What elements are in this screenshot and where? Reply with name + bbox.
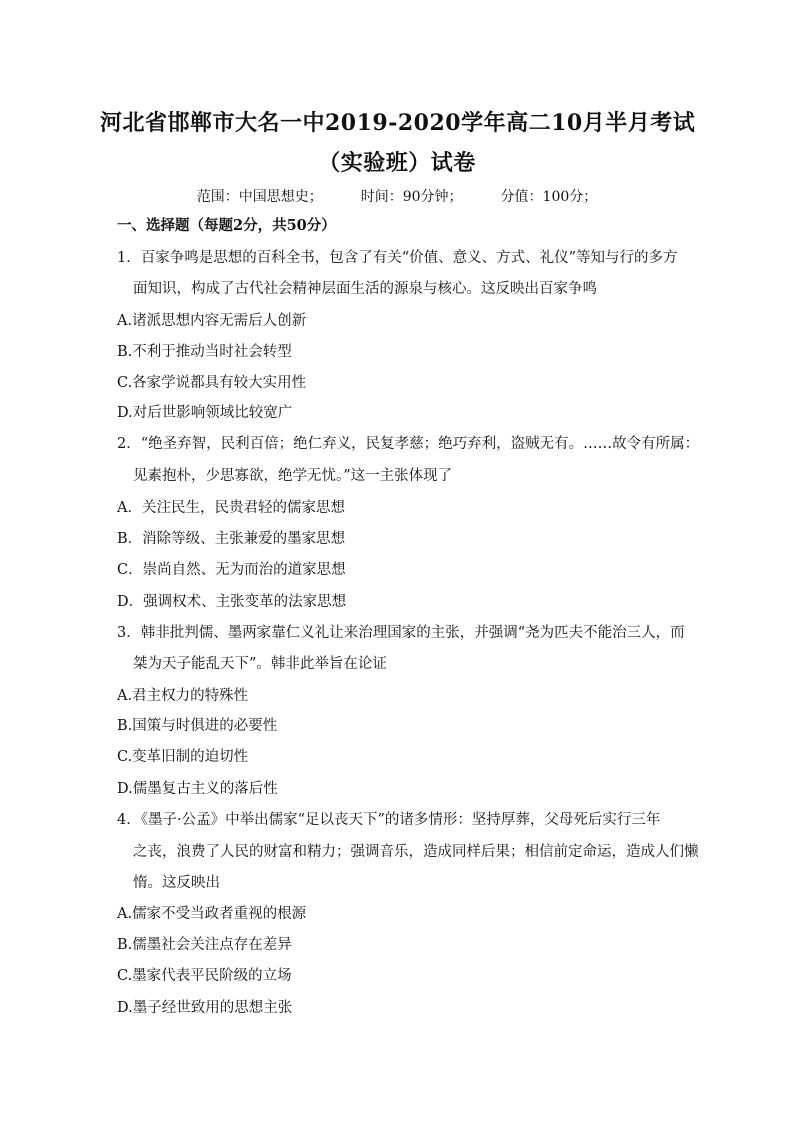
question-3-option-b: B.国策与时俱进的必要性 [117, 718, 278, 734]
question-4-option-c: C.墨家代表平民阶级的立场 [117, 968, 292, 984]
question-4-option-a: A.儒家不受当政者重视的根源 [117, 906, 307, 922]
exam-time: 时间：90分钟； [360, 189, 463, 205]
question-3-stem-line1: 3．韩非批判儒、墨两家靠仁义礼让来治理国家的主张，并强调“尧为匹夫不能治三人，而 [117, 625, 685, 641]
question-1-option-d: D.对后世影响领域比较宽广 [117, 405, 293, 421]
question-3-option-d: D.儒墨复古主义的落后性 [117, 781, 278, 797]
section-heading: 一、选择题（每题2分，共50分） [117, 217, 336, 234]
question-1-option-a: A.诸派思想内容无需后人创新 [117, 313, 307, 329]
question-2-stem-line2: 见素抱朴，少思寡欲，绝学无忧。”这一主张体现了 [133, 468, 453, 484]
question-4-stem-line3: 惰。这反映出 [133, 875, 220, 891]
exam-title-line1: 河北省邯郸市大名一中2019-2020学年高二10月半月考试 [100, 110, 696, 136]
question-1-option-b: B.不利于推动当时社会转型 [117, 344, 292, 360]
question-2-option-d: D．强调权术、主张变革的法家思想 [117, 594, 347, 610]
question-2-option-b: B．消除等级、主张兼爱的墨家思想 [117, 531, 346, 547]
exam-title-line2: （实验班）试卷 [318, 150, 476, 176]
question-3-option-a: A.君主权力的特殊性 [117, 688, 249, 704]
question-1-stem-line1: 1．百家争鸣是思想的百科全书，包含了有关“价值、意义、方式、礼仪”等知与行的多方 [117, 250, 678, 266]
question-4-stem-line1: 4．《墨子·公孟》中举出儒家“足以丧天下”的诸多情形：坚持厚葬，父母死后实行三年 [117, 812, 661, 828]
exam-meta [0, 186, 794, 206]
question-4-stem-line2: 之丧，浪费了人民的财富和精力；强调音乐，造成同样后果；相信前定命运，造成人们懒 [133, 844, 699, 860]
question-1-stem-line2: 面知识，构成了古代社会精神层面生活的源泉与核心。这反映出百家争鸣 [133, 281, 597, 297]
exam-scope: 范围：中国思想史； [196, 189, 323, 205]
exam-score: 分值：100分； [500, 189, 598, 205]
question-3-option-c: C.变革旧制的迫切性 [117, 749, 249, 765]
question-4-option-d: D.墨子经世致用的思想主张 [117, 1000, 293, 1016]
question-2-option-c: C．崇尚自然、无为而治的道家思想 [117, 562, 346, 578]
question-3-stem-line2: 桀为天子能乱天下”。韩非此举旨在论证 [133, 656, 387, 672]
question-2-stem-line1: 2．“绝圣弃智，民利百倍；绝仁弃义，民复孝慈；绝巧弃利，盗贼无有。……故令有所属： [117, 436, 700, 452]
question-4-option-b: B.儒墨社会关注点存在差异 [117, 937, 292, 953]
question-2-option-a: A．关注民生，民贵君轻的儒家思想 [117, 500, 345, 516]
question-1-option-c: C.各家学说都具有较大实用性 [117, 375, 307, 391]
